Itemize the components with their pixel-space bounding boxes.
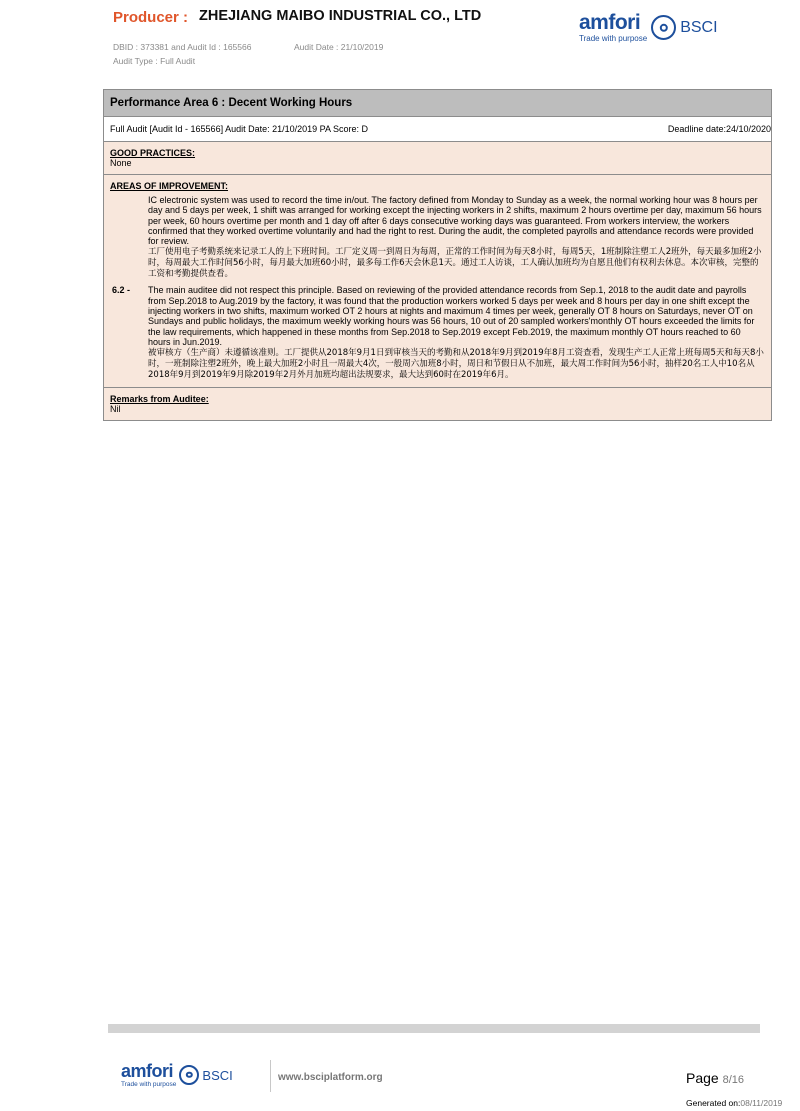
audit-type: Audit Type : Full Audit	[113, 56, 196, 66]
page-indicator	[686, 1070, 744, 1086]
amfori-ring-icon	[651, 15, 676, 40]
footer-bar	[108, 1024, 760, 1033]
item-text-en: The main auditee did not respect this principle. Based on reviewing of the provided attendance records from Sep.1, 2018 to the audit date and payrolls from Sep.2018 to Aug.2019 by the factory, it was found that the production workers worked 5 days per week and 8 hours per day in one shift except the injecting workers in two shifts, maximum worked OT 2 hours at nights and maximum 4 times per week, generally OT 8 hours on Saturdays, never OT on Sundays and public holidays, the maximum weekly working hours was 56 hours, 10 out of 20 sampled workers'monthly OT hours exceeded the limits for the law requirements, which happened in these months from Sep.2018 to Sep.2019 except Feb.2019, the maximum monthly OT hours reached to 60 hours in Jun.2019.	[148, 285, 755, 347]
good-practices-section	[104, 142, 771, 175]
item-number: 6.2 -	[112, 285, 131, 296]
generated-label: Generated on:	[686, 1098, 741, 1108]
footer-logo-tagline: Trade with purpose	[121, 1081, 177, 1088]
amfori-bsci-logo	[579, 12, 718, 43]
item-text-en: IC electronic system was used to record the time in/out. The factory defined from Monday to Sunday as a week, the normal working hour was 8 hours per day and 5 days per week, 1 shift was arranged for working except the injecting workers in 2 shifts, maximum 2 hours overtime per day, maximum 56 hours per week, 60 hours overtime per month and 1 day off after 6 days consecutive working days was guaranteed. From workers interview, the workers confirmed that they worked overtime voluntarily and had the right to rest. During the audit, the completed payrolls and attendance records were provided for review.	[148, 195, 762, 247]
deadline-date: Deadline date:24/10/2020	[667, 124, 771, 134]
footer-amfori-bsci-logo	[121, 1062, 233, 1088]
remarks-section	[104, 388, 771, 420]
logo-tagline: Trade with purpose	[579, 34, 648, 43]
audit-info-row	[104, 117, 771, 142]
remarks-text: Nil	[110, 404, 121, 415]
logo-name: amfori	[579, 11, 641, 34]
website-link[interactable]: www.bsciplatform.org	[278, 1072, 383, 1083]
producer-label: Producer :	[113, 9, 189, 26]
amfori-ring-icon	[179, 1065, 199, 1085]
performance-area-panel	[103, 89, 772, 421]
page-number: 8/16	[722, 1074, 745, 1086]
audit-date: Audit Date : 21/10/2019	[294, 42, 384, 52]
improvement-item	[110, 195, 765, 280]
good-practices-title: GOOD PRACTICES:	[110, 148, 196, 158]
item-text-zh: 工厂使用电子考勤系统来记录工人的上下班时间。工厂定义周一到周日为每周，正常的工作时间为每天8小时，每周5天，1班制除注塑工人2班外，每天最多加班2小时，每周最大工作时间56小时，每月最大加班60小时，最多每工作6天会休息1天。通过工人访谈，工人确认加班均为自愿且他们有权利去休息。本次审核，完整的工资和考勤提供查看。	[148, 247, 762, 280]
good-practices-text: None	[110, 158, 132, 168]
improvement-title: AREAS OF IMPROVEMENT:	[110, 181, 229, 191]
audit-info: Full Audit [Audit Id - 165566] Audit Date: 21/10/2019 PA Score: D	[110, 124, 368, 134]
producer-name: ZHEJIANG MAIBO INDUSTRIAL CO., LTD	[199, 8, 482, 24]
dbid-line: DBID : 373381 and Audit Id : 165566	[113, 42, 252, 52]
item-text-zh: 被审核方（生产商）未遵循该准则。工厂提供从2018年9月1日到审核当天的考勤和从2018年9月到2019年8月工资查看，发现生产工人正常上班每周5天和每天8小时，一班制除注塑2班外，晚上最大加班2小时且一周最大4次，一般周六加班8小时，周日和节假日从不加班，最大周工作时间为56小时，抽样20名工人中10名从2018年9月到2019年9月除2019年2月外月加班均超出法规要求，最大达到60时在2019年6月。	[148, 348, 764, 381]
footer-logo-suffix: BSCI	[202, 1067, 233, 1083]
panel-title: Performance Area 6 : Decent Working Hours	[104, 90, 771, 117]
improvement-section	[104, 175, 771, 388]
generated-on	[686, 1098, 782, 1108]
logo-suffix: BSCI	[680, 18, 718, 36]
footer-divider	[270, 1060, 271, 1092]
improvement-item	[110, 285, 765, 381]
footer-logo-name: amfori	[121, 1061, 174, 1081]
item-number	[110, 195, 148, 280]
page-label: Page	[686, 1070, 719, 1086]
remarks-title: Remarks from Auditee:	[110, 394, 209, 405]
generated-date: 08/11/2019	[740, 1098, 783, 1108]
